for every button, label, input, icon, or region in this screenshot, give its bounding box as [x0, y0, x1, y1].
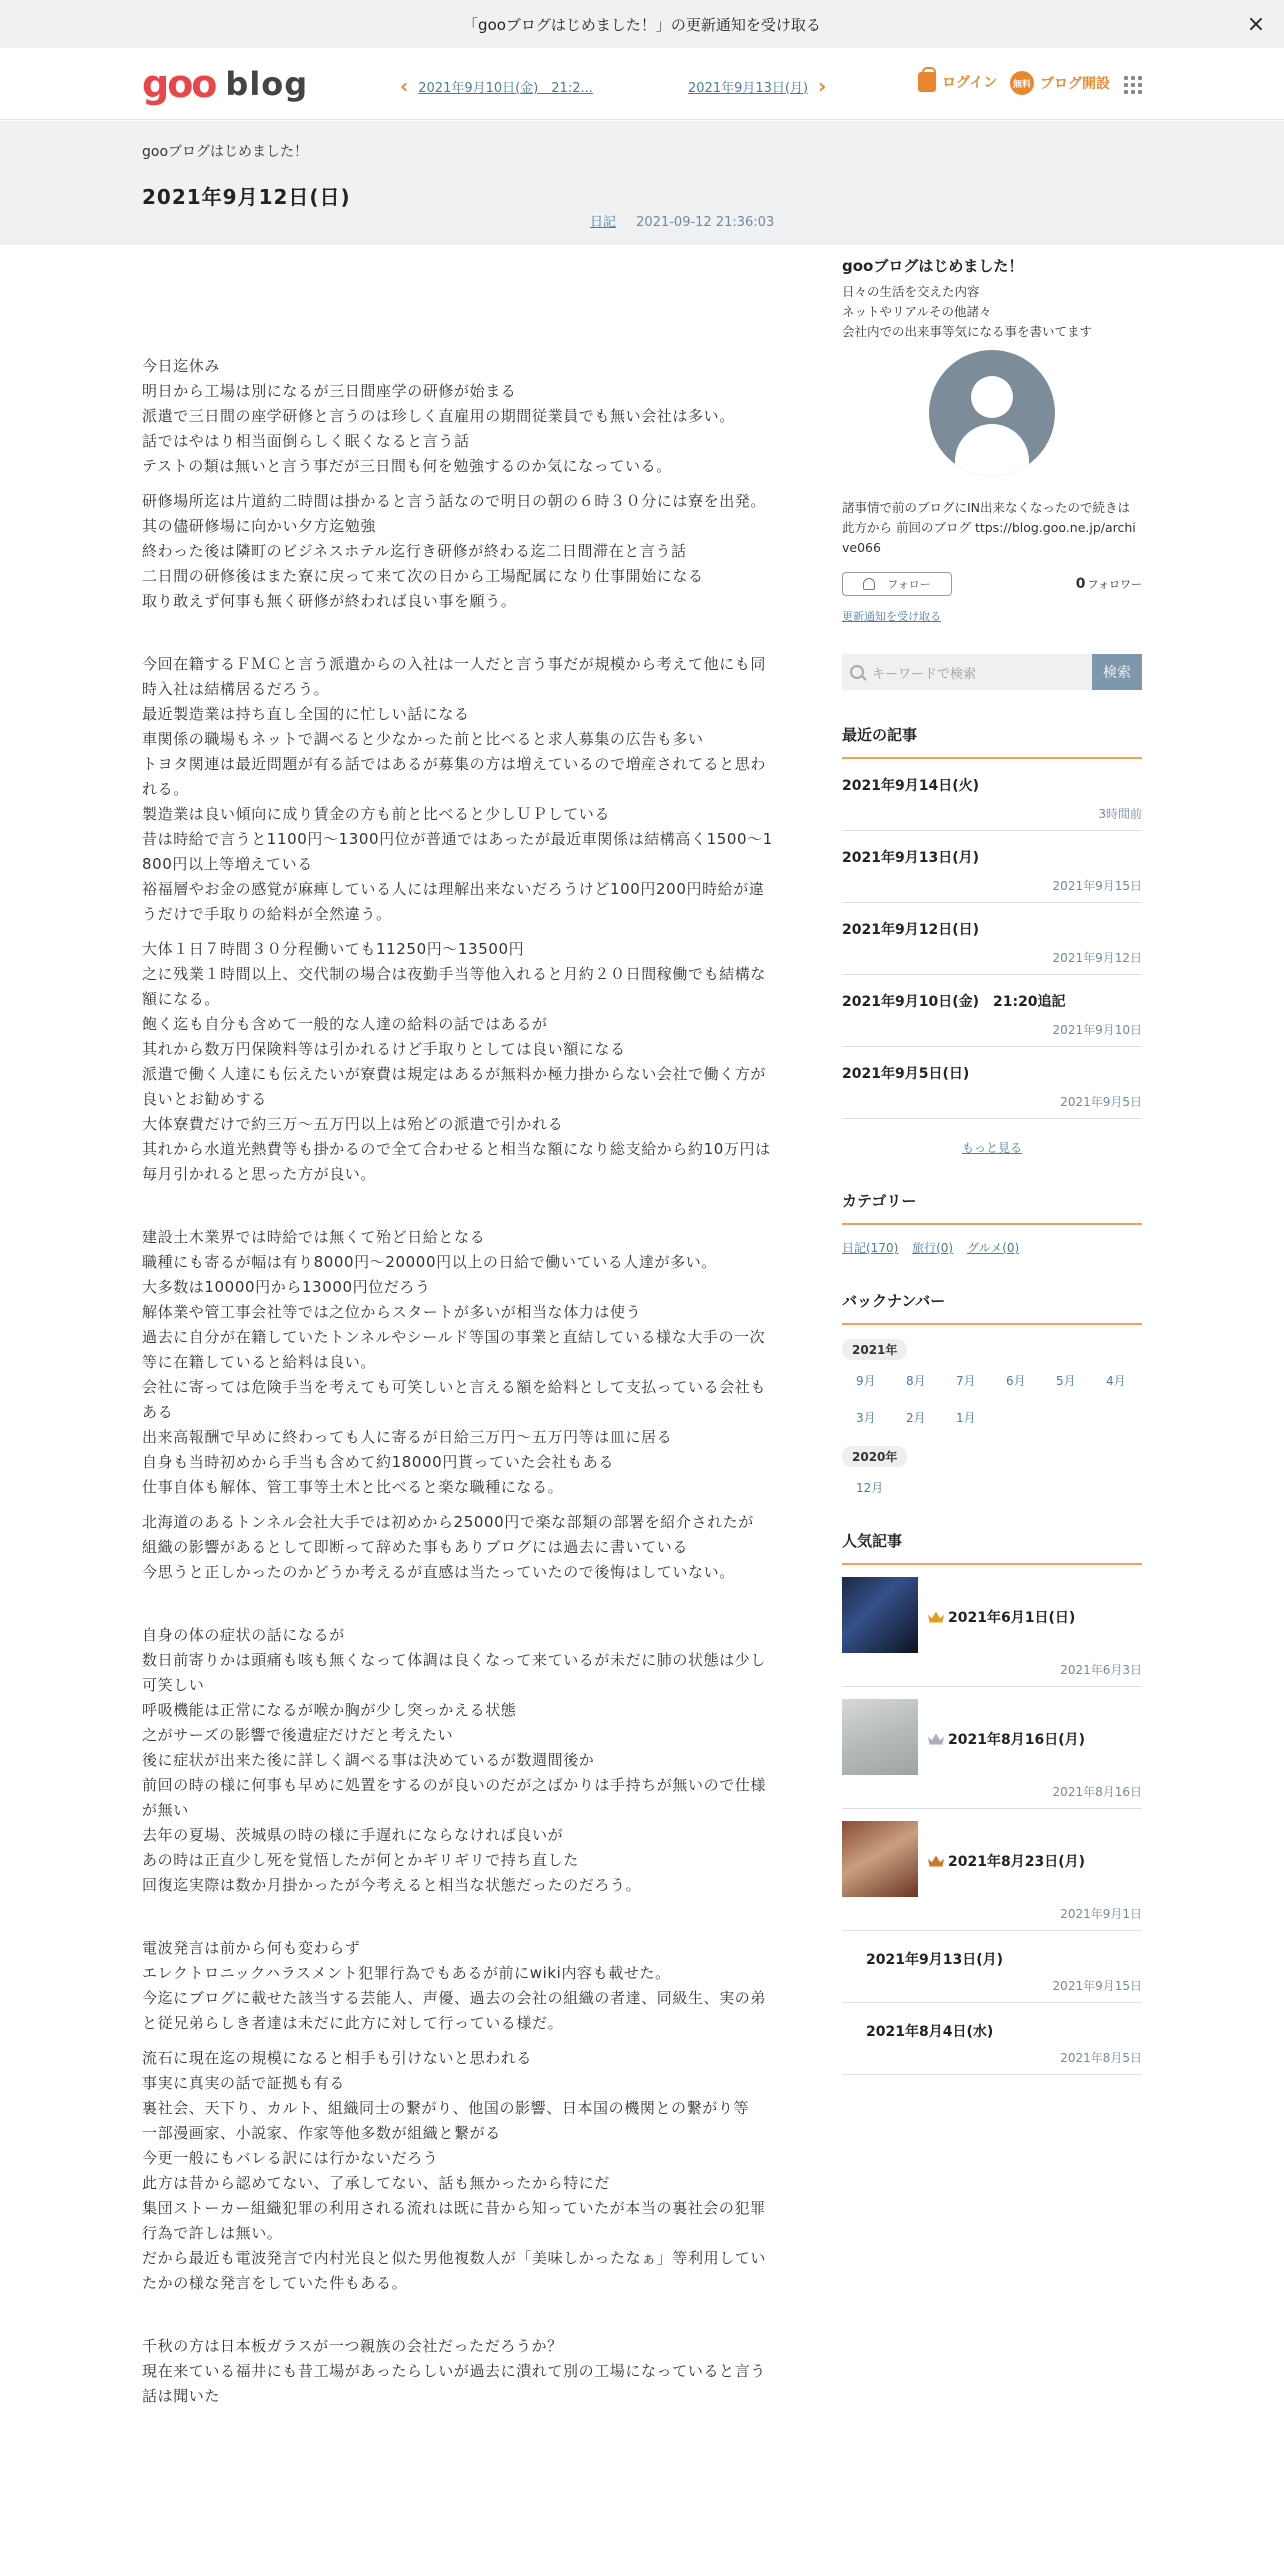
month-link[interactable]: 12月 — [856, 1481, 884, 1495]
sidebar — [842, 255, 1142, 2075]
popular-post-item[interactable] — [842, 1809, 1142, 1931]
search-button[interactable]: 検索 — [1092, 654, 1142, 690]
entry-meta — [590, 211, 774, 230]
bronze-crown-icon — [928, 1856, 944, 1867]
more-posts-link[interactable]: もっと見る — [961, 1141, 1022, 1155]
recent-post-date: 3時間前 — [1098, 807, 1142, 821]
year-badge-2021: 2021年 — [842, 1339, 907, 1360]
popular-post-date: 2021年9月1日 — [1060, 1907, 1142, 1921]
popular-post-title[interactable]: 2021年9月13日(月) — [866, 1952, 1003, 1968]
popular-post-date: 2021年8月5日 — [1060, 2051, 1142, 2065]
article-paragraph: 今日迄休み 明日から工場は別になるが三日間座学の研修が始まる 派遣で三日間の座学研修と言うのは珍しく直雇用の期間従業員でも無い会社は多い。 話ではやはり相当面倒らしく眠くなると言う話 テストの類は無いと言う事だが三日間も何を勉強するのか気になっている。 — [142, 357, 735, 475]
recent-post-date: 2021年9月10日 — [1052, 1023, 1142, 1037]
month-link[interactable]: 2月 — [906, 1411, 926, 1425]
entry-title: 2021年9月12日(日) — [142, 185, 351, 209]
article-paragraph: 大体１日７時間３０分程働いても11250円～13500円 之に残業１時間以上、交代制の場合は夜勤手当等他入れると月約２０日間稼働でも結構な額になる。 飽く迄も自分も含めて一般的な人達の給料の話ではあるが 其れから数万円保険料等は引かれるけど手取りとしては良い額になる 派遣で働く人達にも伝えたいが寮費は規定はあるが無料か極力掛からない会社で働く方が良いとお勧めする 大体寮費だけで約三万～五万円以上は殆どの派遣で引かれる 其れから水道光熱費等も掛かるので全て合わせると相当な額になり総支給から約10万円は毎月引かれると思った方が良い。 — [142, 940, 771, 1183]
month-list-2020 — [842, 1479, 1142, 1516]
search-input[interactable] — [842, 654, 1092, 690]
recent-post-item[interactable] — [842, 1047, 1142, 1119]
recent-post-title[interactable]: 2021年9月14日(火) — [842, 778, 979, 794]
recent-post-title[interactable]: 2021年9月10日(金) 21:20追記 — [842, 994, 1066, 1010]
profile-title[interactable]: gooブログはじめました！ — [842, 257, 1024, 275]
recent-post-item[interactable] — [842, 903, 1142, 975]
popular-post-item[interactable] — [842, 2003, 1142, 2075]
chevron-right-icon: › — [818, 74, 827, 98]
follow-row — [842, 572, 1142, 596]
chevron-left-icon: ‹ — [400, 74, 409, 98]
grid-menu-icon[interactable] — [1124, 76, 1142, 94]
prev-entry-link[interactable] — [400, 74, 593, 98]
search-icon — [850, 665, 864, 679]
follow-button[interactable] — [842, 572, 952, 596]
login-label[interactable]: ログイン — [942, 75, 998, 91]
category-link-diary[interactable]: 日記(170) — [842, 1241, 899, 1255]
notification-text[interactable]: 「gooブログはじめました！」の更新通知を受け取る — [463, 15, 821, 34]
recent-posts-title: 最近の記事 — [842, 724, 1142, 759]
follower-count — [1076, 576, 1142, 592]
article-paragraph: 自身の体の症状の話になるが 数日前寄りかは頭痛も咳も無くなって体調は良くなって来ているが未だに肺の状態は少し可笑しい 呼吸機能は正常になるが喉か胸が少し突っかえる状態 之がサーズの影響で後遺症だけだと考えたい 後に症状が出来た後に詳しく調べる事は決めているが数週間後か 前回の時の様に何事も早めに処置をするのが良いのだが之ばかりは手持ちが無いので仕様が無い 去年の夏場、茨城県の時の様に手遅れにならなければ良いが あの時は正直少し死を覚悟したが何とかギリギリで持ち直した 回復迄実際は数か月掛かったが今考えると相当な状態だったのだろう。 — [142, 1626, 767, 1894]
profile-desc-3: 会社内での出来事等気になる事を書いてます — [842, 324, 1093, 339]
follower-unit: フォロワー — [1087, 578, 1142, 591]
category-title: カテゴリー — [842, 1190, 1142, 1225]
popular-post-title[interactable]: 2021年8月23日(月) — [948, 1854, 1085, 1870]
category-link-travel[interactable]: 旅行(0) — [912, 1241, 954, 1255]
profile-desc-1: 日々の生活を交えた内容 — [842, 284, 980, 299]
entry-category-link[interactable]: 日記 — [590, 215, 617, 230]
popular-post-date: 2021年8月16日 — [1052, 1785, 1142, 1799]
popular-post-thumbnail[interactable] — [842, 1699, 918, 1775]
recent-post-date: 2021年9月12日 — [1052, 951, 1142, 965]
popular-post-item[interactable] — [842, 1931, 1142, 2003]
recent-post-title[interactable]: 2021年9月13日(月) — [842, 850, 979, 866]
follower-number: 0 — [1075, 576, 1086, 592]
month-link[interactable]: 7月 — [956, 1374, 976, 1388]
popular-posts-title: 人気記事 — [842, 1530, 1142, 1565]
login-button[interactable] — [918, 72, 997, 92]
goo-blog-logo[interactable] — [142, 64, 308, 104]
recent-post-item[interactable] — [842, 831, 1142, 903]
follow-label[interactable]: フォロー — [887, 578, 931, 591]
update-notice-link[interactable]: 更新通知を受け取る — [842, 610, 941, 623]
article-paragraph: 研修場所迄は片道約二時間は掛かると言う話なので明日の朝の６時３０分には寮を出発。 其の儘研修場に向かい夕方迄勉強 終わった後は隣町のビジネスホテル迄行き研修が終わる迄二日間滞在と言う話 二日間の研修後はまた寮に戻って来て次の日から工場配属になり仕事開始になる 取り敢えず何事も無く研修が終われば良い事を願う。 — [142, 492, 767, 610]
year-badge-2020: 2020年 — [842, 1446, 907, 1467]
popular-post-date: 2021年6月3日 — [1060, 1663, 1142, 1677]
month-link[interactable]: 9月 — [856, 1374, 876, 1388]
search-box — [842, 654, 1142, 690]
month-link[interactable]: 8月 — [906, 1374, 926, 1388]
recent-post-date: 2021年9月5日 — [1060, 1095, 1142, 1109]
month-link[interactable]: 5月 — [1056, 1374, 1076, 1388]
logo-blog-text: blog — [225, 65, 309, 103]
entry-datetime: 2021-09-12 21:36:03 — [636, 215, 775, 230]
open-blog-label[interactable]: ブログ開設 — [1040, 76, 1110, 92]
recent-post-title[interactable]: 2021年9月5日(日) — [842, 1066, 970, 1082]
article-paragraph: 建設土木業界では時給では無くて殆ど日給となる 職種にも寄るが幅は有り8000円～20000円以上の日給で働いている人達が多い。 大多数は10000円から13000円位だろう 解体業や管工事会社等では之位からスタートが多いが相当な体力は使う 過去に自分が在籍していたトンネルやシールド等国の事業と直結している様な大手の一次等に在籍していると給料は良い。 会社に寄っては危険手当を考えても可笑しいと言える額を給料として支払っている会社もある 出来高報酬で早めに終わっても人に寄るが日給三万円～五万円等は皿に居る 自身も当時初めから手当も含めて約18000円貰っていた会社もある 仕事自体も解体、管工事等土木と比べると楽な職種になる。 — [142, 1228, 767, 1496]
user-icon — [863, 578, 875, 590]
search-placeholder: キーワードで検索 — [872, 666, 977, 682]
profile-desc-2: ネットやリアルその他諸々 — [842, 304, 992, 319]
entry-header — [0, 121, 1284, 245]
recent-post-date: 2021年9月15日 — [1052, 879, 1142, 893]
profile-note: 諸事情で前のブログにIN出来なくなったので続きは此方から 前回のブログ ttps://blog.goo.ne.jp/archive066 — [842, 500, 1136, 555]
close-icon[interactable]: × — [1246, 11, 1266, 37]
next-entry-link[interactable] — [688, 74, 826, 98]
site-header — [0, 48, 1284, 120]
backnumber-title: バックナンバー — [842, 1290, 1142, 1325]
notification-bar[interactable] — [0, 0, 1284, 48]
popular-post-thumbnail[interactable] — [842, 1821, 918, 1897]
article-body — [142, 354, 774, 2419]
category-list — [842, 1239, 1142, 1256]
popular-post-title[interactable]: 2021年8月4日(水) — [866, 2024, 994, 2040]
month-list-2021 — [842, 1372, 1142, 1446]
silver-crown-icon — [928, 1734, 944, 1745]
open-blog-button[interactable] — [1010, 71, 1110, 95]
popular-post-title[interactable]: 2021年6月1日(日) — [948, 1610, 1076, 1626]
month-link[interactable]: 3月 — [856, 1411, 876, 1425]
month-link[interactable]: 1月 — [956, 1411, 976, 1425]
next-entry-label[interactable]: 2021年9月13日(月) — [688, 80, 809, 96]
logo-goo-text: goo — [142, 62, 216, 106]
article-paragraph: 今回在籍するＦＭＣと言う派遣からの入社は一人だと言う事だが規模から考えて他にも同時入社は結構居るだろう。 最近製造業は持ち直し全国的に忙しい話になる 車関係の職場もネットで調べると少なかった前と比べると求人募集の広告も多い トヨタ関連は最近問題が有る話ではあるが募集の方は増えているので増産されてると思われる。 製造業は良い傾向に成り賃金の方も前と比べると少しＵＰしている 昔は時給で言うと1100円～1300円位が普通ではあったが最近車関係は結構高く1500～1800円以上等増えている 裕福層やお金の感覚が麻痺している人には理解出来ないだろうけど100円200円時給が違うだけで手取りの給料が全然違う。 — [142, 655, 773, 923]
month-link[interactable]: 6月 — [1006, 1374, 1026, 1388]
popular-post-thumbnail[interactable] — [842, 1577, 918, 1653]
month-link[interactable]: 4月 — [1106, 1374, 1126, 1388]
recent-post-item[interactable] — [842, 975, 1142, 1047]
popular-post-item[interactable] — [842, 1687, 1142, 1809]
free-badge-icon: 無料 — [1010, 71, 1034, 95]
recent-post-title[interactable]: 2021年9月12日(日) — [842, 922, 979, 938]
category-link-gourmet[interactable]: グルメ(0) — [966, 1241, 1020, 1255]
popular-post-item[interactable] — [842, 1565, 1142, 1687]
article-paragraph: 流石に現在迄の規模になると相手も引けないと思われる 事実に真実の話で証拠も有る 裏社会、天下り、カルト、組織同士の繋がり、他国の影響、日本国の機関との繋がり等 一部漫画家、小説家、作家等他多数が組織と繋がる 今更一般にもバレる訳には行かないだろう 此方は昔から認めてない、了承してない、話も無かったから特にだ 集団ストーカー組織犯罪の利用される流れは既に昔から知っていたが本当の裏社会の犯罪行為で許しは無い。 だから最近も電波発言で内村光良と似た男他複数人が「美味しかったなぁ」等利用していたかの様な発言をしていた件もある。 — [142, 2049, 767, 2292]
bag-icon — [918, 72, 936, 92]
prev-entry-label[interactable]: 2021年9月10日(金) 21:2... — [418, 80, 593, 96]
popular-post-date: 2021年9月15日 — [1052, 1979, 1142, 1993]
article-paragraph: 北海道のあるトンネル会社大手では初めから25000円で楽な部類の部署を紹介されたが 組織の影響があるとして即断って辞めた事もありブログには過去に書いている 今思うと正しかったのかどうか考えるが直感は当たっていたので後悔はしていない。 — [142, 1513, 754, 1581]
gold-crown-icon — [928, 1612, 944, 1623]
blog-name[interactable]: gooブログはじめました！ — [142, 144, 309, 160]
article-paragraph: 千秋の方は日本板ガラスが一つ親族の会社だっただろうか？ 現在来ている福井にも昔工場があったらしいが過去に潰れて別の工場になっていると言う話は聞いた — [142, 2337, 766, 2405]
popular-post-title[interactable]: 2021年8月16日(月) — [948, 1732, 1085, 1748]
article-paragraph: 電波発言は前から何も変わらず エレクトロニックハラスメント犯罪行為でもあるが前にwiki内容も載せた。 今迄にブログに載せた該当する芸能人、声優、過去の会社の組織の者達、同級生、実の弟と従兄弟らしき者達は未だに此方に対して行っている様だ。 — [142, 1939, 767, 2032]
avatar[interactable] — [929, 350, 1055, 476]
recent-post-item[interactable] — [842, 759, 1142, 831]
